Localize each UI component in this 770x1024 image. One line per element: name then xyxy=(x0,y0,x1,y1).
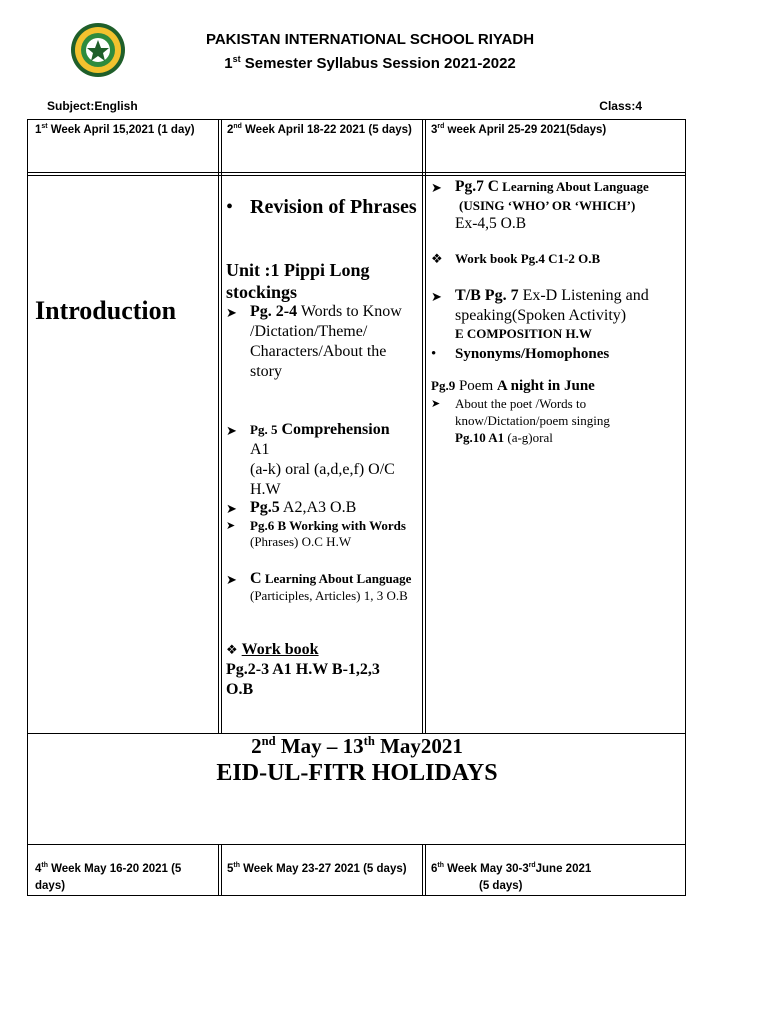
column-divider xyxy=(218,844,222,896)
col2-workbook: ❖ Work book Pg.2-3 A1 H.W B-1,2,3 O.B xyxy=(226,641,380,698)
col2-item-1: ➤ Pg. 2-4 Words to Know /Dictation/Theme/ Characters/About the story xyxy=(226,303,402,380)
arrow-bullet-icon: ➤ xyxy=(226,501,237,516)
col3-poem-heading: Pg.9 Poem A night in June xyxy=(431,378,595,394)
row-divider xyxy=(27,175,686,176)
arrow-bullet-icon: ➤ xyxy=(431,289,442,304)
session-title: 1st Semester Syllabus Session 2021-2022 xyxy=(224,54,516,72)
bullet-dot-icon: • xyxy=(431,346,437,362)
col3-item-3: ➤ T/B Pg. 7 Ex-D Listening and speaking(Spoken Activity) E COMPOSITION H.W xyxy=(431,287,649,341)
col3-item-1: ➤ Pg.7 C Learning About Language (USING ‘WHO’ OR ‘WHICH’) Ex-4,5 O.B xyxy=(431,178,649,232)
column-divider xyxy=(422,119,426,733)
diamond-bullet-icon: ❖ xyxy=(431,251,443,266)
holiday-dates: 2nd May – 13th May2021 xyxy=(251,734,463,758)
row-divider xyxy=(27,172,686,173)
col2-unit-title: Unit :1 Pippi Long stockings xyxy=(226,260,370,302)
arrow-bullet-icon: ➤ xyxy=(226,305,237,320)
week-5-header: 5th Week May 23-27 2021 (5 days) xyxy=(227,862,407,875)
column-divider xyxy=(422,844,426,896)
row-divider xyxy=(27,844,686,845)
introduction-title: Introduction xyxy=(35,296,177,325)
arrow-bullet-icon: ➤ xyxy=(226,572,237,587)
arrow-bullet-icon: ➤ xyxy=(431,180,442,195)
col2-item-4: ➤ Pg.6 B Working with Words (Phrases) O.C H.W xyxy=(226,518,406,549)
col3-item-4: • Synonyms/Homophones xyxy=(431,346,610,362)
holiday-title: EID-UL-FITR HOLIDAYS xyxy=(216,760,498,786)
week-2-header: 2nd Week April 18-22 2021 (5 days) xyxy=(227,123,412,136)
week-3-header: 3rd week April 25-29 2021(5days) xyxy=(431,123,607,136)
col2-item-3: ➤ Pg.5 A2,A3 O.B xyxy=(226,498,422,518)
column-divider xyxy=(218,119,222,733)
col2-item-5: ➤ C Learning About Language (Participles, Articles) 1, 3 O.B xyxy=(226,570,412,603)
bullet-dot-icon: • xyxy=(226,196,234,218)
col2-revision-item: • Revision of Phrases xyxy=(226,196,417,218)
diamond-bullet-icon: ❖ xyxy=(226,642,238,657)
week-6-header: 6th Week May 30-3rdJune 2021 (5 days) xyxy=(431,862,592,892)
col3-poem-details: ➤ About the poet /Words to know/Dictation/poem singing Pg.10 A1 (a-g)oral xyxy=(431,396,610,445)
col2-item-2: ➤ Pg. 5 Comprehension A1 (a-k) oral (a,d,e,f) O/C H.W xyxy=(226,421,395,498)
class-label: Class:4 xyxy=(599,99,642,113)
week-1-header: 1st Week April 15,2021 (1 day) xyxy=(35,123,195,136)
arrow-bullet-icon: ➤ xyxy=(431,398,441,410)
arrow-bullet-icon: ➤ xyxy=(226,520,236,532)
col3-item-2: ❖ Work book Pg.4 C1-2 O.B xyxy=(431,249,685,269)
arrow-bullet-icon: ➤ xyxy=(226,423,237,438)
school-name: PAKISTAN INTERNATIONAL SCHOOL RIYADH xyxy=(205,31,535,48)
subject-label: Subject:English xyxy=(47,99,138,113)
week-4-header: 4th Week May 16-20 2021 (5 days) xyxy=(35,862,182,892)
